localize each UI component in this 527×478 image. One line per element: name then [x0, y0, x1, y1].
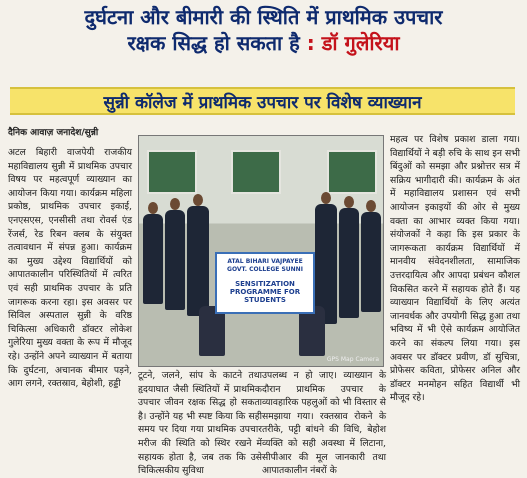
photo-person [143, 214, 163, 304]
article-column-1-text: अटल बिहारी वाजपेयी राजकीय महाविद्यालय सुन्नी में प्राथमिक उपचार विषय पर महत्वपूर्ण व्याख्यान का आयोजन किया गया। कार्यक्रम महिला प्रकोष्ठ, प्राथमिक उपचार इकाई, एनएसएस, एनसीसी तथा रोवर्स एंड रेंजर्स, रेड रिबन क्लब के संयुक्त तत्वावधान में संपन्न हुआ। कार्यक्रम का मुख्य उद्देश्य विद्यार्थियों को आपातकालीन परिस्थितियों में त्वरित एवं सही प्राथमिक उपचार के प्रति जागरूक करना रहा। इस अवसर पर सिविल अस्पताल सुन्नी के वरिष्ठ चिकित्सा अधिकारी डॉक्टर लोकेश गुलेरिया मुख्य वक्ता के रूप में मौजूद रहे। उन्होंने अपने व्याख्यान में बताया कि दुर्घटना, अचानक बीमार पड़ने, आग लगने, रक्तस्राव, बेहोशी, हड्डी [8, 147, 132, 390]
photo-person-head [170, 198, 180, 210]
photo-person-head [321, 192, 331, 204]
photo-banner-college: ATAL BIHARI VAJPAYEE GOVT. COLLEGE SUNNI [227, 258, 303, 273]
photo-person-head [366, 200, 376, 212]
photo-window-center [231, 150, 281, 194]
headline-attribution: : डॉ गुलेरिया [306, 31, 400, 55]
photo-watermark: GPS Map Camera [326, 356, 379, 363]
dateline: दैनिक आवाज़ जनादेश/सुन्नी [8, 128, 99, 138]
photo-banner-programme: SENSITIZATION PROGRAMME FOR STUDENTS [229, 280, 301, 304]
photo-person [165, 210, 185, 310]
headline-line-1: दुर्घटना और बीमारी की स्थिति में प्राथमिक उपचार [84, 5, 443, 29]
article-column-1 [8, 146, 132, 391]
headline-line-2 [6, 30, 521, 56]
article-column-3 [262, 369, 386, 478]
headline [6, 4, 521, 56]
headline-line-2-text: रक्षक सिद्ध हो सकता है [127, 31, 300, 55]
photo-window-left [147, 150, 197, 194]
photo-window-right [327, 150, 377, 194]
article-column-4 [390, 133, 520, 405]
photo-banner [215, 252, 315, 314]
news-photo [138, 135, 384, 367]
article-column-3-text: उपलब्ध न हो जाए। व्याख्यान के दौरान प्राथमिक उपचार के व्यावहारिक पहलुओं को भी विस्तार से समझाया गया। रक्तस्राव रोकने के तरीके, पट्टी बांधने की विधि, बेहोश व्यक्ति को सही अवस्था में लिटाना, सीपीआर की मूल जानकारी तथा आपातकालीन नंबरों के [262, 370, 386, 477]
article-column-2 [138, 369, 262, 478]
subheadline: सुन्नी कॉलेज में प्राथमिक उपचार पर विशेष व्याख्यान [10, 87, 515, 115]
photo-person [339, 208, 359, 318]
photo-person [187, 206, 209, 316]
photo-person-head [193, 194, 203, 206]
photo-person-head [344, 196, 354, 208]
article-column-4-text: महत्व पर विशेष प्रकाश डाला गया। विद्यार्थियों ने बड़ी रुचि के साथ इन सभी बिंदुओं को समझा और प्रश्नोत्तर सत्र में सक्रिय भागीदारी की। कार्यक्रम के अंत में महाविद्यालय प्रशासन एवं सभी आयोजन इकाइयों की ओर से मुख्य वक्ता का आभार व्यक्त किया गया। संयोजकों ने कहा कि इस प्रकार के जागरूकता कार्यक्रम विद्यार्थियों में मानवीय संवेदनशीलता, सामाजिक उत्तरदायित्व और आपदा प्रबंधन कौशल विकसित करने में सहायक होते हैं। यह व्याख्यान विद्यार्थियों के लिए अत्यंत जानवर्धक और उपयोगी सिद्ध हुआ तथा भविष्य में भी ऐसे कार्यक्रम आयोजित करने का संकल्प लिया गया। इस अवसर पर डॉक्टर प्रवीण, डॉ सुचित्रा, प्रोफेसर कविता, प्रोफेसर अनिल और डॉक्टर मनमोहन सहित विद्यार्थी भी मौजूद रहे। [390, 134, 520, 404]
photo-person-head [148, 202, 158, 214]
article-column-2-text: टूटने, जलने, सांप के काटने तथा हृदयाघात जैसी स्थितियों में प्राथमिक उपचार जीवन रक्षक सिद्ध हो सकता है। उन्होंने यह भी स्पष्ट किया कि सही समय पर दिया गया प्राथमिक उपचार मरीज की स्थिति को स्थिर रखने में सहायक होता है, जब तक कि उसे चिकित्सकीय सुविधा [138, 370, 262, 477]
photo-person [361, 212, 381, 312]
